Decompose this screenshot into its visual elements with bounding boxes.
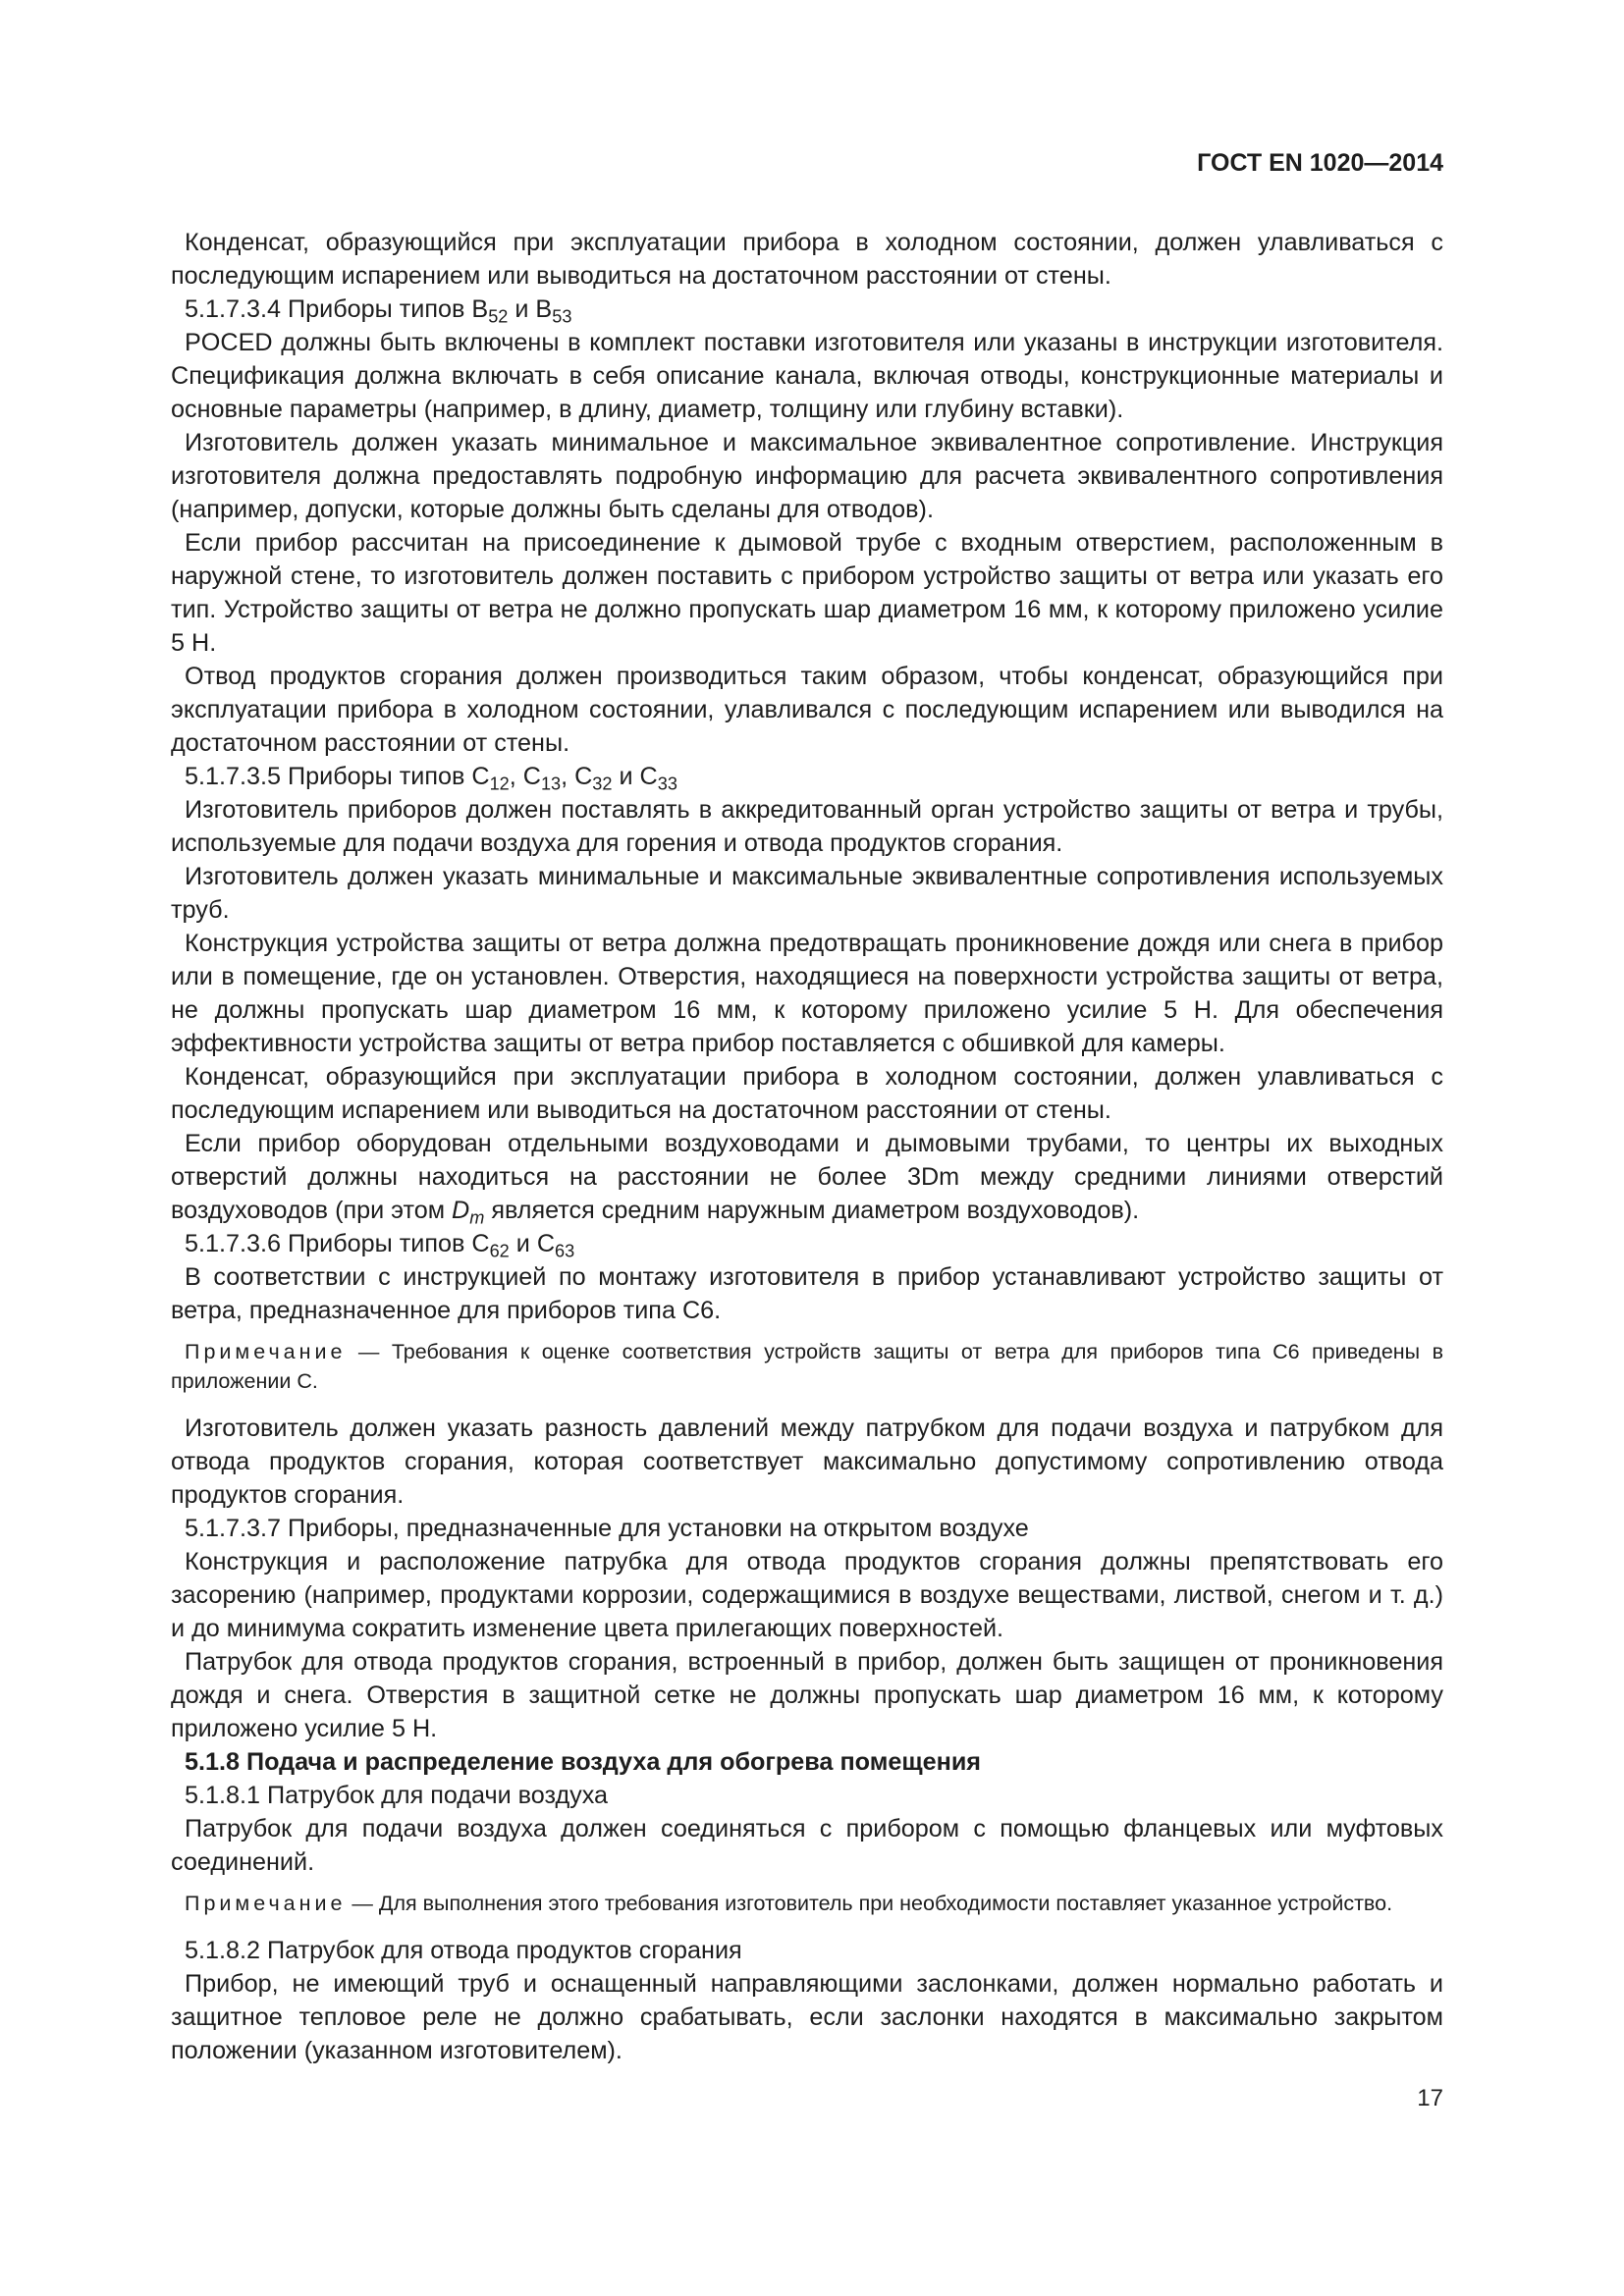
paragraph: Изготовитель приборов должен поставлять в аккредитованный орган устройство защиты от ветра и трубы, используемые для подачи воздуха для горения и отвода продуктов сгорания. <box>171 796 1443 857</box>
paragraph: Патрубок для отвода продуктов сгорания, встроенный в прибор, должен быть защищен от проникновения дождя и снега. Отверстия в защитной сетке не должны пропускать шар диаметром 16 мм, к которому приложено усилие 5 Н. <box>171 1648 1443 1742</box>
paragraph: В соответствии с инструкцией по монтажу изготовителя в прибор устанавливают устройство защиты от ветра, предназначенное для приборов типа C6. <box>171 1263 1443 1324</box>
paragraph: Изготовитель должен указать разность давлений между патрубком для подачи воздуха и патрубком для отвода продуктов сгорания, которая соответствует максимально допустимому сопротивлению отвода продуктов сгорания. <box>171 1415 1443 1509</box>
paragraph: Изготовитель должен указать минимальное и максимальное эквивалентное сопротивление. Инструкция изготовителя должна предоставлять подробную информацию для расчета эквивалентного сопротивления (например, допуски, которые должны быть сделаны для отводов). <box>171 429 1443 523</box>
paragraph: Прибор, не имеющий труб и оснащенный направляющими заслонками, должен нормально работать и защитное тепловое реле не должно срабатывать, если заслонки находятся в максимально закрытом положении (указанном изготовителем). <box>171 1970 1443 2064</box>
paragraph: POCED должны быть включены в комплект поставки изготовителя или указаны в инструкции изготовителя. Спецификация должна включать в себя описание канала, включая отводы, конструкционные материалы и основные параметры (например, в длину, диаметр, толщину или глубину вставки). <box>171 329 1443 423</box>
paragraph: Конструкция устройства защиты от ветра должна предотвращать проникновение дождя или снега в прибор или в помещение, где он установлен. Отверстия, находящиеся на поверхности устройства защиты от ветра, не должны пропускать шар диаметром 16 мм, к которому приложено усилие 5 Н. Для обеспечения эффективности устройства защиты от ветра прибор поставляется с обшивкой для камеры. <box>171 930 1443 1057</box>
paragraph: Если прибор рассчитан на присоединение к дымовой трубе с входным отверстием, расположенным в наружной стене, то изготовитель должен поставить с прибором устройство защиты от ветра или указать его тип. Устройство защиты от ветра не должно пропускать шар диаметром 16 мм, к которому приложено усилие 5 Н. <box>171 529 1443 657</box>
section-heading-5-1-8-1: 5.1.8.1 Патрубок для подачи воздуха <box>185 1782 609 1809</box>
section-heading-5-1-7-3-6: 5.1.7.3.6 Приборы типов $C_{62}$ и $C_{63}$ <box>185 1230 575 1261</box>
paragraph: Патрубок для подачи воздуха должен соединяться с прибором с помощью фланцевых или муфтовых соединений. <box>171 1815 1443 1876</box>
document-page <box>171 147 1443 2112</box>
standard-header: ГОСТ EN 1020—2014 <box>1197 149 1443 177</box>
section-heading-5-1-8-2: 5.1.8.2 Патрубок для отвода продуктов сгорания <box>185 1937 742 1964</box>
section-heading-5-1-7-3-7: 5.1.7.3.7 Приборы, предназначенные для установки на открытом воздухе <box>185 1515 1029 1542</box>
paragraph: Изготовитель должен указать минимальные и максимальные эквивалентные сопротивления используемых труб. <box>171 863 1443 924</box>
note: Примечание — Для выполнения этого требования изготовитель при необходимости поставляет указанное устройство. <box>185 1892 1393 1915</box>
section-heading-5-1-7-3-4: 5.1.7.3.4 Приборы типов $B_{52}$ и $B_{53}$ <box>185 295 572 327</box>
page-number: 17 <box>1417 2085 1443 2111</box>
paragraph: Конструкция и расположение патрубка для отвода продуктов сгорания должны препятствовать его засорению (например, продуктами коррозии, содержащимися в воздухе веществами, листвой, снегом и т. д.) и до минимума сократить изменение цвета прилегающих поверхностей. <box>171 1548 1443 1642</box>
paragraph: Конденсат, образующийся при эксплуатации прибора в холодном состоянии, должен улавливаться с последующим испарением или выводиться на достаточном расстоянии от стены. <box>171 1063 1443 1124</box>
paragraph: Конденсат, образующийся при эксплуатации прибора в холодном состоянии, должен улавливаться с последующим испарением или выводиться на достаточном расстоянии от стены. <box>171 229 1443 290</box>
section-heading-5-1-7-3-5: 5.1.7.3.5 Приборы типов $C_{12}$, $C_{13}$, $C_{32}$ и $C_{33}$ <box>185 763 677 794</box>
note-label: Примечание <box>185 1340 347 1363</box>
paragraph: Если прибор оборудован отдельными воздуховодами и дымовыми трубами, то центры их выходных отверстий должны находиться на расстоянии не более 3Dm между средними линиями отверстий воздуховодов (при этом $D_m$ является средним наружным диаметром воздуховодов). <box>171 1130 1443 1228</box>
note: Примечание — Требования к оценке соответствия устройств защиты от ветра для приборов типа С6 приведены в приложении С. <box>171 1340 1443 1393</box>
paragraph: Отвод продуктов сгорания должен производиться таким образом, чтобы конденсат, образующийся при эксплуатации прибора в холодном состоянии, улавливался с последующим испарением или выводился на достаточном расстоянии от стены. <box>171 663 1443 757</box>
document-body <box>171 226 1443 2067</box>
section-heading-5-1-8: 5.1.8 Подача и распределение воздуха для обогрева помещения <box>185 1748 982 1776</box>
note-label: Примечание <box>185 1892 347 1915</box>
